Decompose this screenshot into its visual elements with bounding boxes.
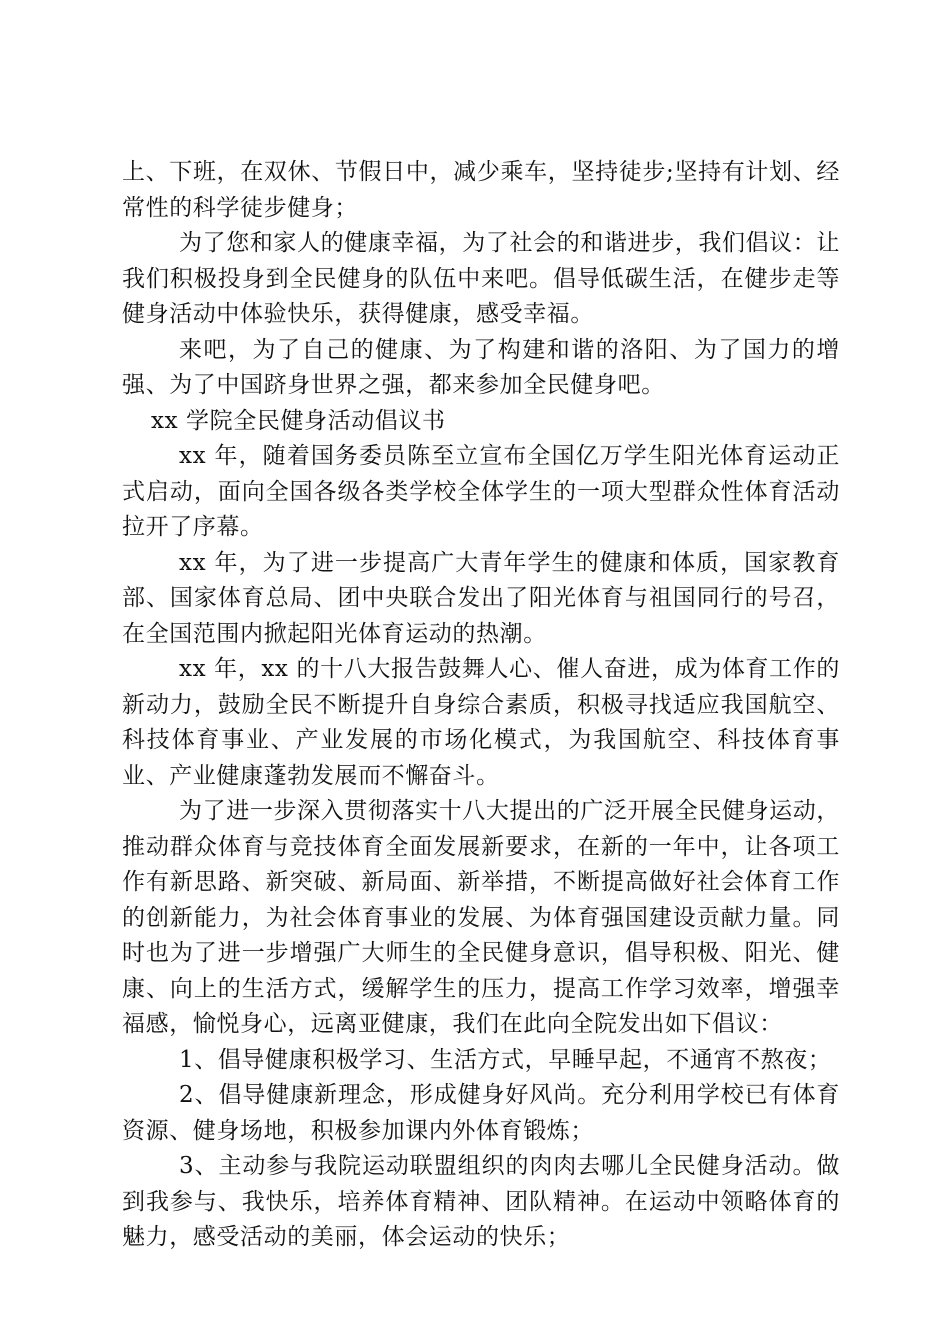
document-body [122, 155, 840, 1256]
list-item-1: 1、倡导健康积极学习、生活方式，早睡早起，不通宵不熬夜； [179, 1046, 832, 1073]
paragraph-history-3: xx 年，xx 的十八大报告鼓舞人心、催人奋进，成为体育工作的新动力，鼓励全民不断提升自身综合素质，积极寻找适应我国航空、科技体育事业、产业发展的市场化模式，为我国航空、科技体育事业、产业健康蓬勃发展而不懈奋斗。 [122, 656, 840, 789]
paragraph-proposal: 为了您和家人的健康幸福，为了社会的和谐进步，我们倡议：让我们积极投身到全民健身的队伍中来吧。倡导低碳生活，在健步走等健身活动中体验快乐，获得健康，感受幸福。 [122, 230, 840, 327]
paragraph-call-to-action: 来吧，为了自己的健康、为了构建和谐的洛阳、为了国力的增强、为了中国跻身世界之强，都来参加全民健身吧。 [122, 336, 840, 398]
list-item-2: 2、倡导健康新理念，形成健身好风尚。充分利用学校已有体育资源、健身场地，积极参加课内外体育锻炼； [122, 1082, 840, 1144]
paragraph-history-2: xx 年，为了进一步提高广大青年学生的健康和体质，国家教育部、国家体育总局、团中央联合发出了阳光体育与祖国同行的号召，在全国范围内掀起阳光体育运动的热潮。 [122, 549, 840, 647]
paragraph-continuation: 上、下班，在双休、节假日中，减少乘车，坚持徒步;坚持有计划、经常性的科学徒步健身； [122, 159, 840, 221]
section-title: xx 学院全民健身活动倡议书 [151, 407, 446, 434]
paragraph-history-1: xx 年，随着国务委员陈至立宣布全国亿万学生阳光体育运动正式启动，面向全国各级各类学校全体学生的一项大型群众性体育活动拉开了序幕。 [122, 443, 840, 540]
paragraph-purpose: 为了进一步深入贯彻落实十八大提出的广泛开展全民健身运动，推动群众体育与竞技体育全面发展新要求，在新的一年中，让各项工作有新思路、新突破、新局面、新举措，不断提高做好社会体育工作的创新能力，为社会体育事业的发展、为体育强国建设贡献力量。同时也为了进一步增强广大师生的全民健身意识，倡导积极、阳光、健康、向上的生活方式，缓解学生的压力，提高工作学习效率，增强幸福感，愉悦身心，远离亚健康，我们在此向全院发出如下倡议： [122, 798, 840, 1037]
list-item-3: 3、主动参与我院运动联盟组织的肉肉去哪儿全民健身活动。做到我参与、我快乐，培养体育精神、团队精神。在运动中领略体育的魅力，感受活动的美丽，体会运动的快乐； [122, 1153, 840, 1250]
